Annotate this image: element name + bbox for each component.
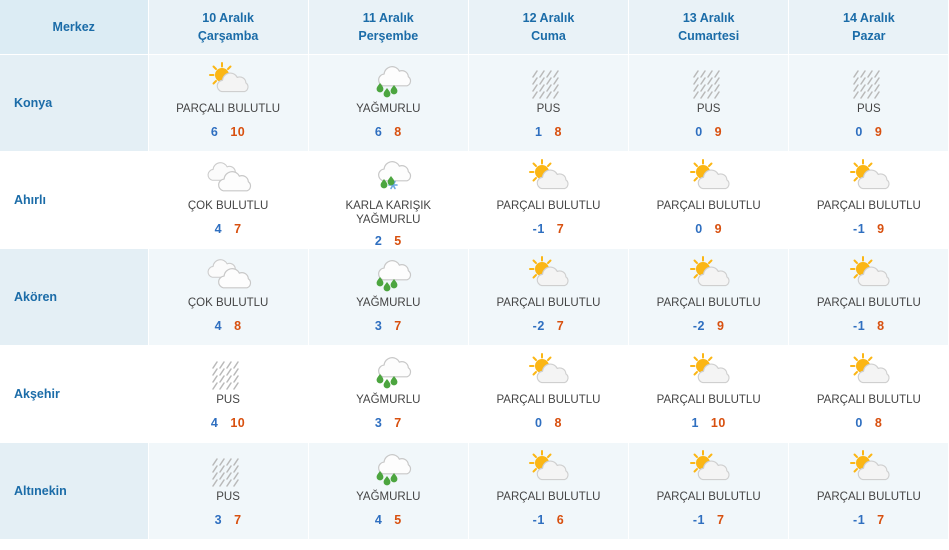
condition-label: PARÇALI BULUTLU — [496, 394, 601, 407]
forecast-cell — [789, 346, 949, 443]
forecast-cell-content — [149, 346, 308, 442]
forecast-cell — [308, 152, 468, 249]
forecast-cell-content — [469, 346, 628, 442]
header-row — [0, 0, 949, 55]
max-temperature: 7 — [556, 319, 565, 334]
max-temperature: 8 — [874, 416, 883, 431]
condition-label: PARÇALI BULUTLU — [656, 491, 761, 504]
partly-cloudy-icon — [520, 158, 576, 198]
table-row — [0, 55, 949, 152]
max-temperature: 9 — [877, 222, 885, 237]
header-day-2-date: 12 Aralık — [522, 11, 575, 25]
forecast-cell-content — [149, 152, 308, 248]
max-temperature: 8 — [394, 125, 402, 140]
mist-icon — [681, 61, 737, 101]
header-day-3 — [629, 0, 789, 55]
forecast-cell-content — [469, 55, 628, 151]
temperature-range — [375, 319, 402, 333]
table-header — [0, 0, 949, 55]
forecast-cell — [468, 152, 628, 249]
condition-label: PUS — [696, 103, 721, 116]
city-name-cell[interactable]: Konya — [0, 55, 148, 152]
forecast-cell — [789, 443, 949, 540]
min-temperature: 3 — [374, 319, 383, 334]
table-row — [0, 152, 949, 249]
forecast-cell-content — [629, 346, 788, 442]
min-temperature: 4 — [214, 319, 223, 334]
partly-cloudy-icon — [841, 255, 897, 295]
forecast-cell-content — [149, 443, 308, 539]
condition-label: PARÇALI BULUTLU — [656, 200, 761, 213]
forecast-cell — [468, 55, 628, 152]
forecast-cell-content — [789, 249, 948, 345]
forecast-cell-content — [309, 249, 468, 345]
forecast-cell-content — [149, 249, 308, 345]
max-temperature: 7 — [394, 319, 402, 334]
temperature-range — [215, 513, 242, 527]
max-temperature: 7 — [234, 513, 242, 528]
temperature-range — [375, 234, 402, 248]
min-temperature: 0 — [855, 416, 863, 431]
forecast-cell — [308, 443, 468, 540]
condition-label: PUS — [216, 394, 240, 407]
forecast-cell-content — [309, 443, 468, 539]
max-temperature: 8 — [554, 416, 562, 431]
max-temperature: 10 — [710, 416, 726, 431]
forecast-cell — [308, 249, 468, 346]
condition-label: PARÇALI BULUTLU — [496, 491, 601, 504]
forecast-cell — [789, 249, 949, 346]
max-temperature: 7 — [394, 416, 402, 431]
temperature-range — [211, 416, 245, 430]
temperature-range — [533, 222, 565, 236]
partly-cloudy-icon — [681, 158, 737, 198]
condition-label: PARÇALI BULUTLU — [816, 394, 921, 407]
header-day-2-name: Cuma — [531, 29, 566, 44]
rainy-icon — [360, 352, 416, 392]
temperature-range — [375, 125, 402, 139]
rainy-icon — [360, 255, 416, 295]
city-name-cell[interactable]: Ahırlı — [0, 152, 148, 249]
max-temperature: 9 — [716, 319, 725, 334]
partly-cloudy-icon — [841, 352, 897, 392]
min-temperature: 3 — [214, 513, 223, 528]
temperature-range — [375, 513, 402, 527]
forecast-cell — [789, 152, 949, 249]
max-temperature: 6 — [556, 513, 565, 528]
forecast-cell — [148, 249, 308, 346]
forecast-cell-content — [789, 443, 948, 539]
header-day-1-name: Perşembe — [358, 29, 419, 44]
min-temperature: -1 — [532, 222, 545, 237]
header-day-1-date: 11 Aralık — [362, 11, 414, 25]
min-temperature: -1 — [532, 513, 545, 528]
header-day-4-date: 14 Aralık — [843, 11, 895, 25]
forecast-cell — [629, 346, 789, 443]
max-temperature: 7 — [234, 222, 242, 237]
forecast-cell-content — [629, 152, 788, 248]
forecast-cell — [629, 443, 789, 540]
forecast-cell — [148, 152, 308, 249]
min-temperature: -1 — [853, 319, 866, 334]
temperature-range — [215, 222, 242, 236]
temperature-range — [693, 513, 725, 527]
min-temperature: -1 — [692, 513, 705, 528]
max-temperature: 9 — [714, 125, 723, 140]
condition-label: YAĞMURLU — [356, 103, 421, 116]
condition-label: YAĞMURLU — [356, 297, 421, 310]
mist-icon — [520, 61, 576, 101]
condition-label: PARÇALI BULUTLU — [816, 491, 921, 504]
forecast-cell — [629, 55, 789, 152]
condition-label: ÇOK BULUTLU — [187, 297, 269, 310]
max-temperature: 9 — [714, 222, 723, 237]
city-name-cell[interactable]: Akören — [0, 249, 148, 346]
condition-label: PARÇALI BULUTLU — [656, 394, 761, 407]
forecast-cell-content — [629, 249, 788, 345]
forecast-cell-content — [629, 443, 788, 539]
condition-label: PARÇALI BULUTLU — [176, 103, 281, 116]
mist-icon — [200, 352, 256, 392]
temperature-range — [853, 319, 885, 333]
forecast-cell-content — [789, 346, 948, 442]
forecast-cell — [789, 55, 949, 152]
min-temperature: 4 — [214, 222, 223, 237]
temperature-range — [695, 222, 722, 236]
rainy-icon — [360, 449, 416, 489]
max-temperature: 7 — [877, 513, 885, 528]
header-day-3-date: 13 Aralık — [682, 11, 735, 25]
temperature-range — [533, 319, 565, 333]
condition-label: PARÇALI BULUTLU — [816, 297, 921, 310]
condition-label: PUS — [536, 103, 561, 116]
header-day-2 — [468, 0, 628, 55]
condition-label: YAĞMURLU — [356, 491, 421, 504]
cloudy-icon — [200, 255, 256, 295]
forecast-cell — [148, 55, 308, 152]
temperature-range — [855, 416, 882, 430]
partly-cloudy-icon — [681, 352, 737, 392]
sleet-icon — [360, 158, 416, 198]
partly-cloudy-icon — [520, 352, 576, 392]
forecast-cell — [629, 249, 789, 346]
condition-label: PARÇALI BULUTLU — [816, 200, 921, 213]
cloudy-icon — [200, 158, 256, 198]
min-temperature: -2 — [692, 319, 705, 334]
header-city-column: Merkez — [0, 0, 148, 55]
temperature-range — [215, 319, 242, 333]
condition-label: YAĞMURLU — [356, 394, 421, 407]
table-row — [0, 249, 949, 346]
temperature-range — [533, 513, 565, 527]
temperature-range — [693, 319, 725, 333]
partly-cloudy-icon — [520, 255, 576, 295]
min-temperature: 1 — [691, 416, 699, 431]
header-day-0-name: Çarşamba — [197, 29, 259, 44]
max-temperature: 7 — [716, 513, 725, 528]
forecast-cell-content — [309, 55, 468, 151]
table-row — [0, 443, 949, 540]
min-temperature: -1 — [853, 513, 866, 528]
min-temperature: 4 — [374, 513, 383, 528]
header-day-0-date: 10 Aralık — [202, 11, 254, 25]
header-day-1 — [308, 0, 468, 55]
min-temperature: 0 — [535, 416, 543, 431]
min-temperature: 2 — [374, 234, 383, 249]
min-temperature: -2 — [532, 319, 545, 334]
table-body — [0, 55, 949, 540]
mist-icon — [200, 449, 256, 489]
condition-label: PARÇALI BULUTLU — [496, 200, 601, 213]
city-name-cell[interactable]: Altınekin — [0, 443, 148, 540]
forecast-cell-content — [309, 152, 468, 248]
temperature-range — [853, 222, 885, 236]
condition-label: KARLA KARIŞIK YAĞMURLU — [345, 200, 432, 227]
max-temperature: 8 — [877, 319, 885, 334]
forecast-cell-content — [309, 346, 468, 442]
min-temperature: 1 — [535, 125, 543, 140]
rainy-icon — [360, 61, 416, 101]
condition-label: ÇOK BULUTLU — [187, 200, 269, 213]
min-temperature: 3 — [374, 416, 383, 431]
forecast-cell — [468, 249, 628, 346]
partly-cloudy-icon — [200, 61, 256, 101]
partly-cloudy-icon — [681, 255, 737, 295]
forecast-cell-content — [789, 55, 948, 151]
max-temperature: 5 — [394, 234, 402, 249]
min-temperature: -1 — [853, 222, 866, 237]
forecast-cell — [629, 152, 789, 249]
min-temperature: 0 — [695, 222, 703, 237]
header-day-3-name: Cumartesi — [678, 29, 740, 44]
partly-cloudy-icon — [520, 449, 576, 489]
header-day-0 — [148, 0, 308, 55]
condition-label: PUS — [216, 491, 240, 504]
forecast-cell-content — [469, 249, 628, 345]
header-day-4-name: Pazar — [852, 29, 886, 44]
max-temperature: 8 — [554, 125, 562, 140]
temperature-range — [853, 513, 885, 527]
max-temperature: 8 — [234, 319, 242, 334]
forecast-cell-content — [469, 443, 628, 539]
max-temperature: 10 — [230, 416, 246, 431]
mist-icon — [841, 61, 897, 101]
condition-label: PARÇALI BULUTLU — [496, 297, 601, 310]
condition-label: PUS — [857, 103, 881, 116]
city-name-cell[interactable]: Akşehir — [0, 346, 148, 443]
min-temperature: 6 — [210, 125, 219, 140]
temperature-range — [695, 125, 722, 139]
max-temperature: 7 — [556, 222, 565, 237]
min-temperature: 0 — [855, 125, 863, 140]
temperature-range — [855, 125, 882, 139]
temperature-range — [691, 416, 725, 430]
forecast-cell — [308, 346, 468, 443]
temperature-range — [211, 125, 245, 139]
temperature-range — [535, 416, 562, 430]
partly-cloudy-icon — [681, 449, 737, 489]
forecast-cell — [468, 346, 628, 443]
forecast-cell — [148, 346, 308, 443]
temperature-range — [375, 416, 402, 430]
min-temperature: 6 — [374, 125, 383, 140]
forecast-cell — [148, 443, 308, 540]
max-temperature: 9 — [874, 125, 883, 140]
forecast-cell-content — [629, 55, 788, 151]
partly-cloudy-icon — [841, 158, 897, 198]
condition-label: PARÇALI BULUTLU — [656, 297, 761, 310]
min-temperature: 4 — [210, 416, 219, 431]
table-row — [0, 346, 949, 443]
forecast-cell-content — [789, 152, 948, 248]
max-temperature: 5 — [394, 513, 402, 528]
max-temperature: 10 — [230, 125, 246, 140]
temperature-range — [535, 125, 562, 139]
partly-cloudy-icon — [841, 449, 897, 489]
forecast-cell-content — [149, 55, 308, 151]
header-day-4 — [789, 0, 949, 55]
forecast-cell-content — [469, 152, 628, 248]
min-temperature: 0 — [695, 125, 703, 140]
forecast-cell — [468, 443, 628, 540]
forecast-cell — [308, 55, 468, 152]
